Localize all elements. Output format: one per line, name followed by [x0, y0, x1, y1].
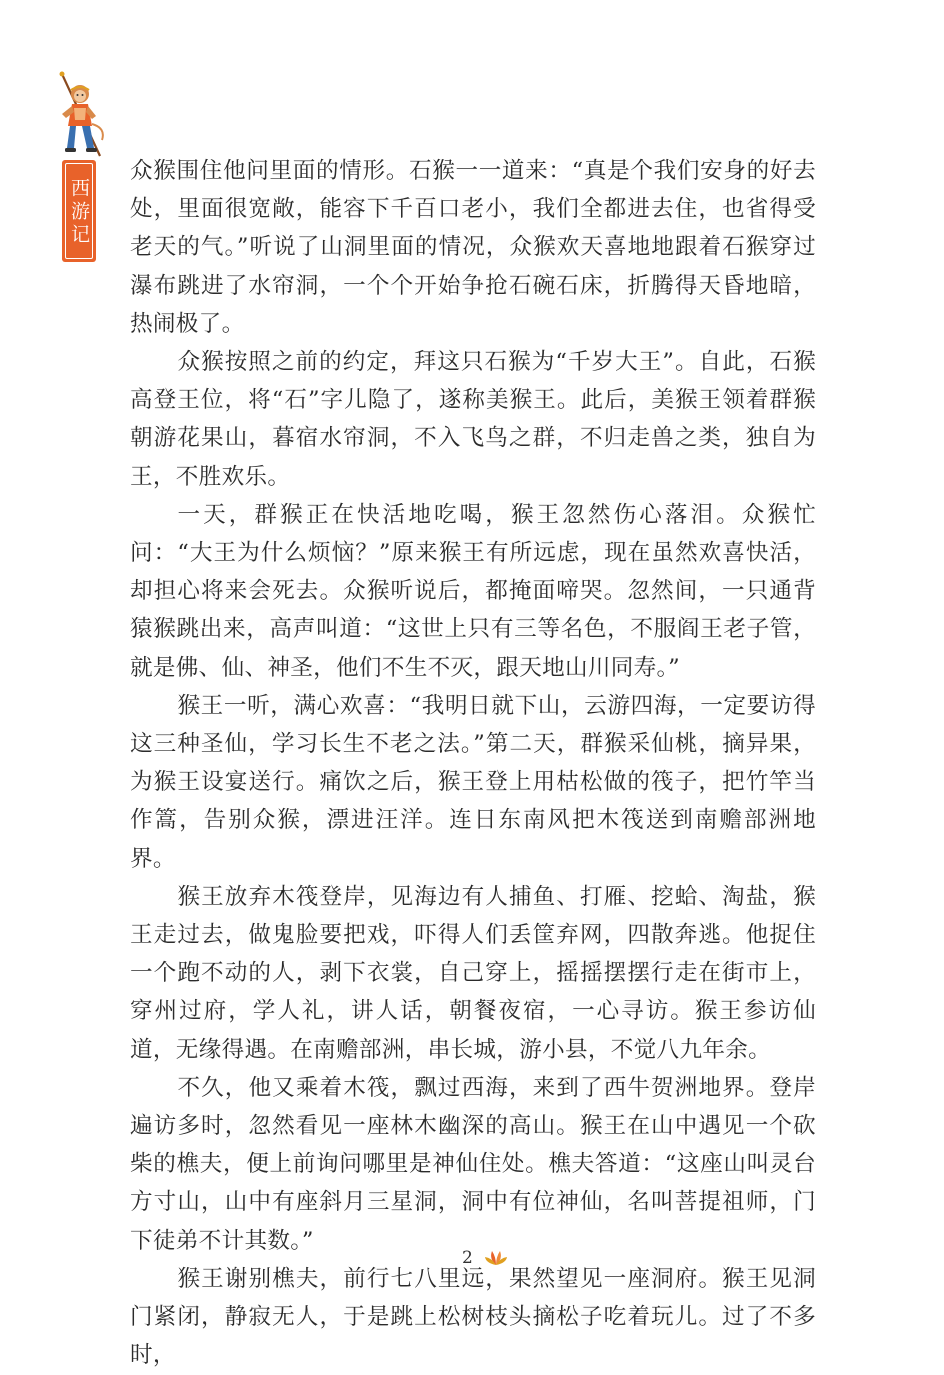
page-number: 2 — [462, 1248, 473, 1268]
book-title: 西游记 — [68, 177, 90, 247]
paragraph: 猴王一听，满心欢喜：“我明日就下山，云游四海，一定要访得这三种圣仙，学习长生不老之法。”第二天，群猴采仙桃，摘异果，为猴王设宴送行。痛饮之后，猴王登上用枯松做的筏子，把竹竿当作篙，告别众猴，漂进汪洋。连日东南风把木筏送到南赡部洲地界。 — [130, 692, 816, 872]
leaf-ornament-icon — [485, 1249, 507, 1267]
monkey-king-figure — [52, 68, 114, 160]
book-title-tab — [62, 160, 96, 262]
paragraph: 猴王放弃木筏登岸，见海边有人捕鱼、打雁、挖蛤、淘盐，猴王走过去，做鬼脸要把戏，吓得人们丢筐弃网，四散奔逃。他捉住一个跑不动的人，剥下衣裳，自己穿上，摇摇摆摆行走在街市上，穿州过府，学人礼，讲人话，朝餐夜宿，一心寻访。猴王参访仙道，无缘得遇。在南赡部洲，串长城，游小县，不觉八九年余。 — [130, 883, 816, 1063]
page-footer — [462, 1244, 507, 1272]
paragraph: 一天，群猴正在快活地吃喝，猴王忽然伤心落泪。众猴忙问：“大王为什么烦恼？”原来猴王有所远虑，现在虽然欢喜快活，却担心将来会死去。众猴听说后，都掩面啼哭。忽然间，一只通背猿猴跳出来，高声叫道：“这世上只有三等名色，不服阎王老子管，就是佛、仙、神圣，他们不生不灭，跟天地山川同寿。” — [130, 501, 816, 681]
chapter-body — [130, 152, 816, 1375]
paragraph: 猴王谢别樵夫，前行七八里远，果然望见一座洞府。猴王见洞门紧闭，静寂无人，于是跳上松树枝头摘松子吃着玩儿。过了不多时， — [130, 1265, 816, 1369]
paragraph: 不久，他又乘着木筏，飘过西海，来到了西牛贺洲地界。登岸遍访多时，忽然看见一座林木幽深的高山。猴王在山中遇见一个砍柴的樵夫，便上前询问哪里是神仙住处。樵夫答道：“这座山叫灵台方寸山，山中有座斜月三星洞，洞中有位神仙，名叫菩提祖师，门下徒弟不计其数。” — [130, 1074, 816, 1254]
paragraph: 众猴按照之前的约定，拜这只石猴为“千岁大王”。自此，石猴高登王位，将“石”字儿隐了，遂称美猴王。此后，美猴王领着群猴朝游花果山，暮宿水帘洞，不入飞鸟之群，不归走兽之类，独自为王，不胜欢乐。 — [130, 349, 816, 490]
paragraph: 众猴围住他问里面的情形。石猴一一道来：“真是个我们安身的好去处，里面很宽敞，能容下千百口老小，我们全都进去住，也省得受老天的气。”听说了山洞里面的情况，众猴欢天喜地地跟着石猴穿过瀑布跳进了水帘洞，一个个开始争抢石碗石床，折腾得天昏地暗，热闹极了。 — [130, 158, 816, 337]
